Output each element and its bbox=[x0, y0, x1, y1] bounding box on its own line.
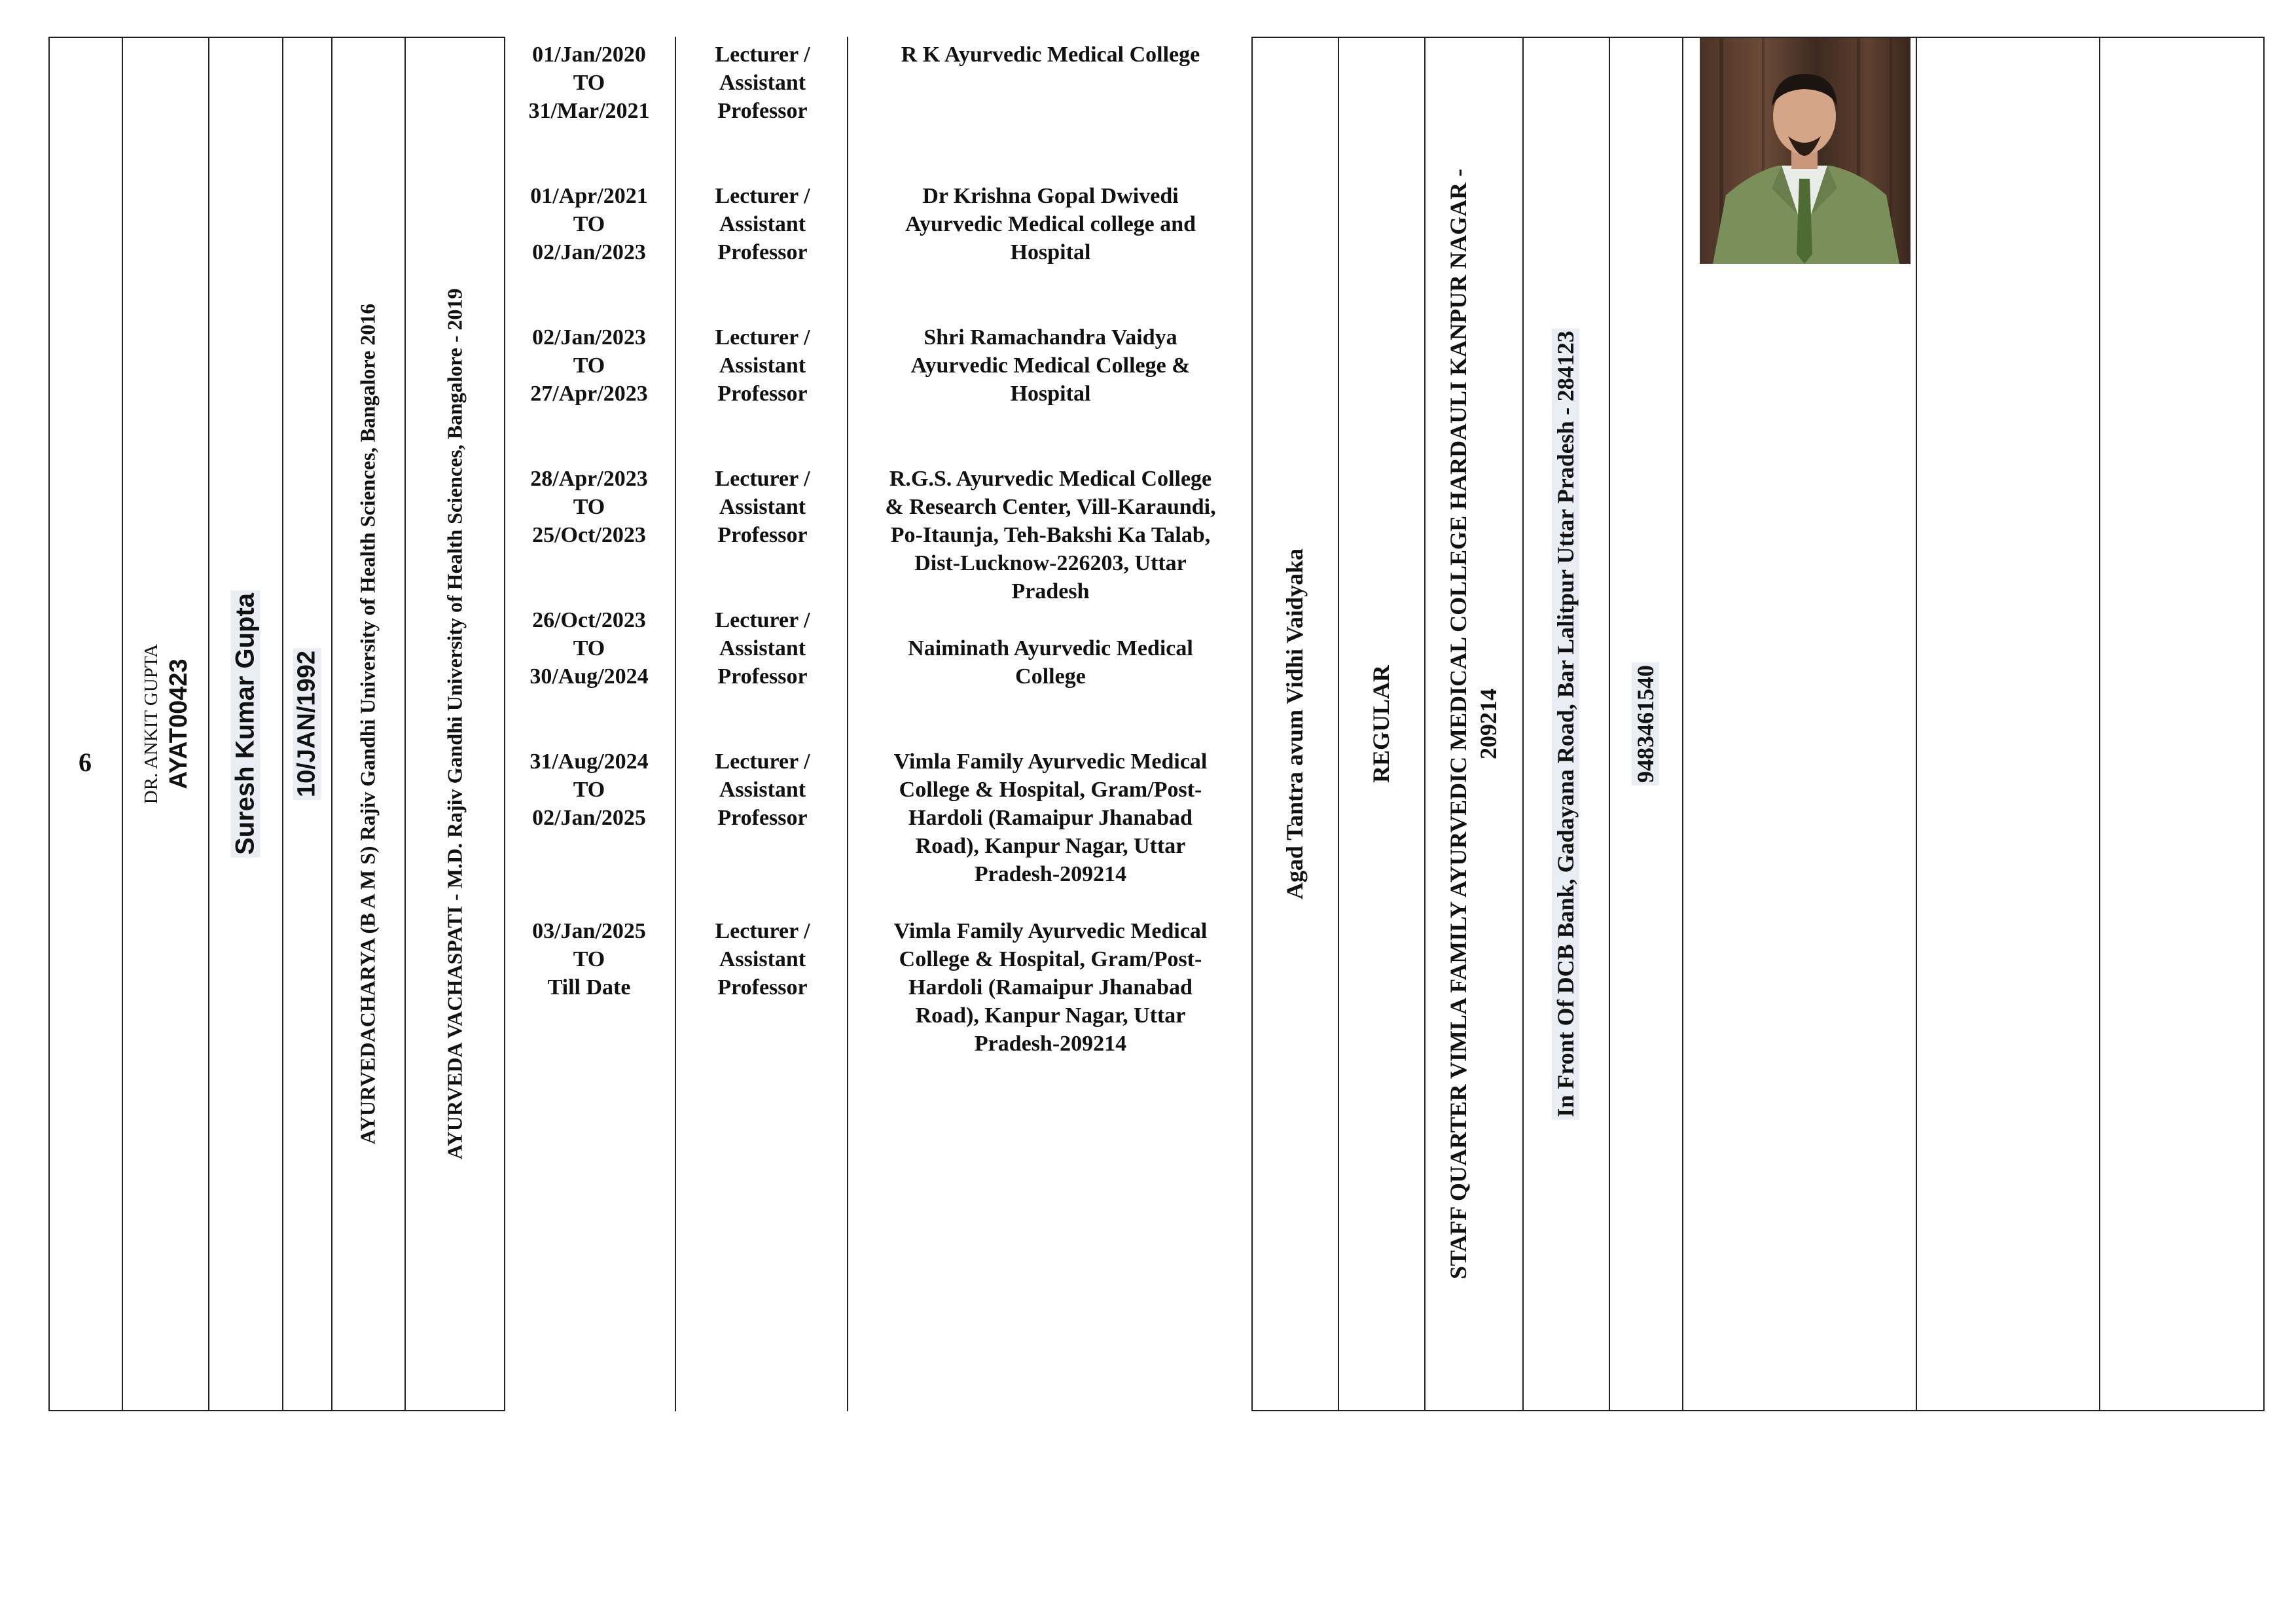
col-divider bbox=[1916, 37, 1917, 1411]
period-from: 01/Jan/2020 bbox=[532, 43, 646, 67]
permanent-address: In Front Of DCB Bank, Gadayana Road, Bar Lalitpur Uttar Pradesh - 284123 bbox=[1552, 328, 1579, 1119]
institution-line: R.G.S. Ayurvedic Medical College bbox=[889, 467, 1212, 491]
employment-period bbox=[497, 465, 681, 549]
designation-line: Professor bbox=[717, 975, 808, 1000]
institution-line: College bbox=[1015, 664, 1086, 689]
employment-period bbox=[497, 182, 681, 266]
designation bbox=[674, 465, 851, 549]
faculty-name: DR. ANKIT GUPTA bbox=[141, 643, 162, 804]
designation-line: Lecturer / bbox=[715, 184, 810, 208]
faculty-photo bbox=[1700, 38, 1910, 264]
institution-line: Road), Kanpur Nagar, Uttar bbox=[915, 1003, 1186, 1028]
col-divider bbox=[1682, 37, 1683, 1411]
institution-line: Hospital bbox=[1010, 240, 1091, 264]
designation bbox=[674, 323, 851, 408]
institution-line: & Research Center, Vill-Karaundi, bbox=[885, 495, 1216, 519]
period-to-word: TO bbox=[573, 495, 605, 519]
designation-line: Professor bbox=[717, 523, 808, 547]
pg-qualification: AYURVEDA VACHASPATI - M.D. Rajiv Gandhi University of Health Sciences, Bangalore - 2019 bbox=[442, 288, 467, 1160]
institution-line: Ayurvedic Medical College & bbox=[910, 353, 1191, 378]
faculty-photo-image bbox=[1700, 38, 1910, 264]
period-to: 02/Jan/2025 bbox=[532, 806, 646, 830]
institution-line: College & Hospital, Gram/Post- bbox=[899, 778, 1202, 802]
permanent-address-cell bbox=[1522, 37, 1609, 1411]
period-from: 01/Apr/2021 bbox=[530, 184, 648, 208]
designation-line: Professor bbox=[717, 664, 808, 689]
institution bbox=[857, 41, 1244, 69]
designation-line: Assistant bbox=[719, 353, 806, 378]
appointment-type-cell bbox=[1338, 37, 1424, 1411]
designation-line: Lecturer / bbox=[715, 608, 810, 632]
institution-line: R K Ayurvedic Medical College bbox=[901, 43, 1200, 67]
designation-line: Professor bbox=[717, 240, 808, 264]
designation-line: Lecturer / bbox=[715, 43, 810, 67]
institution-line: Naiminath Ayurvedic Medical bbox=[908, 636, 1193, 660]
designation-line: Lecturer / bbox=[715, 749, 810, 774]
col-divider bbox=[2099, 37, 2100, 1411]
period-to-word: TO bbox=[573, 947, 605, 971]
designation bbox=[674, 41, 851, 125]
institution-line: Hardoli (Ramaipur Jhanabad bbox=[908, 806, 1193, 830]
designation bbox=[674, 748, 851, 832]
institution bbox=[857, 323, 1244, 408]
employment-period bbox=[497, 323, 681, 408]
institution bbox=[857, 465, 1244, 605]
institution-line: Ayurvedic Medical college and bbox=[905, 212, 1196, 236]
serial-cell bbox=[48, 37, 122, 1411]
designation-line: Lecturer / bbox=[715, 919, 810, 943]
designation-line: Assistant bbox=[719, 778, 806, 802]
designation-line: Assistant bbox=[719, 212, 806, 236]
residential-address bbox=[1443, 169, 1503, 1279]
ug-qualification-cell bbox=[331, 37, 404, 1411]
period-to: 02/Jan/2023 bbox=[532, 240, 646, 264]
institution-line: Vimla Family Ayurvedic Medical bbox=[893, 749, 1208, 774]
department: Agad Tantra avum Vidhi Vaidyaka bbox=[1282, 548, 1308, 900]
name-block bbox=[137, 644, 192, 804]
serial-number: 6 bbox=[79, 748, 92, 777]
period-to-word: TO bbox=[573, 71, 605, 95]
designation bbox=[674, 182, 851, 266]
designation-line: Lecturer / bbox=[715, 467, 810, 491]
period-to: 27/Apr/2023 bbox=[530, 382, 648, 406]
institution-line: Dist-Lucknow-226203, Uttar bbox=[914, 551, 1187, 575]
address-line: STAFF QUARTER VIMLA FAMILY AYURVEDIC MEDICAL COLLEGE HARDAULI KANPUR NAGAR - bbox=[1445, 168, 1471, 1280]
ug-qualification: AYURVEDACHARYA (B A M S) Rajiv Gandhi University of Health Sciences, Bangalore 2016 bbox=[355, 303, 380, 1145]
period-to: Till Date bbox=[547, 975, 631, 1000]
father-name: Suresh Kumar Gupta bbox=[230, 590, 260, 857]
institution-line: College & Hospital, Gram/Post- bbox=[899, 947, 1202, 971]
period-to: 25/Oct/2023 bbox=[532, 523, 646, 547]
pg-qualification-cell bbox=[404, 37, 505, 1411]
address-line: 209214 bbox=[1475, 689, 1501, 760]
period-to-word: TO bbox=[573, 353, 605, 378]
institution-line: Shri Ramachandra Vaidya bbox=[924, 325, 1177, 350]
faculty-code: AYAT00423 bbox=[165, 659, 192, 789]
institution bbox=[857, 606, 1244, 691]
designation-line: Professor bbox=[717, 382, 808, 406]
institution-line: Po-Itaunja, Teh-Bakshi Ka Talab, bbox=[890, 523, 1211, 547]
designation-line: Professor bbox=[717, 99, 808, 123]
residential-address-cell bbox=[1424, 37, 1522, 1411]
employment-period bbox=[497, 748, 681, 832]
employment-period bbox=[497, 917, 681, 1001]
institution-line: Pradesh-209214 bbox=[974, 1032, 1127, 1056]
designation-line: Lecturer / bbox=[715, 325, 810, 350]
designation-line: Professor bbox=[717, 806, 808, 830]
institution-line bbox=[857, 606, 1244, 634]
dob-cell bbox=[282, 37, 331, 1411]
institution-line: Road), Kanpur Nagar, Uttar bbox=[915, 834, 1186, 858]
appointment-type: REGULAR bbox=[1368, 664, 1394, 784]
period-from: 31/Aug/2024 bbox=[529, 749, 649, 774]
designation-line: Assistant bbox=[719, 71, 806, 95]
date-of-birth: 10/JAN/1992 bbox=[293, 648, 321, 800]
department-cell bbox=[1251, 37, 1338, 1411]
institution-line: Vimla Family Ayurvedic Medical bbox=[893, 919, 1208, 943]
period-from: 02/Jan/2023 bbox=[532, 325, 646, 350]
institution-line: Pradesh bbox=[1011, 579, 1090, 604]
institution-line: Pradesh-209214 bbox=[974, 862, 1127, 886]
period-from: 28/Apr/2023 bbox=[530, 467, 648, 491]
period-to: 30/Aug/2024 bbox=[529, 664, 649, 689]
period-to-word: TO bbox=[573, 212, 605, 236]
employment-period bbox=[497, 41, 681, 125]
period-from: 03/Jan/2025 bbox=[532, 919, 646, 943]
designation-line: Assistant bbox=[719, 636, 806, 660]
institution-line: Hardoli (Ramaipur Jhanabad bbox=[908, 975, 1193, 1000]
designation bbox=[674, 917, 851, 1001]
period-to-word: TO bbox=[573, 636, 605, 660]
designation-line: Assistant bbox=[719, 495, 806, 519]
institution bbox=[857, 748, 1244, 888]
designation bbox=[674, 606, 851, 691]
designation-line: Assistant bbox=[719, 947, 806, 971]
period-to: 31/Mar/2021 bbox=[528, 99, 650, 123]
institution bbox=[857, 182, 1244, 266]
mobile-number: 9483461540 bbox=[1632, 662, 1659, 785]
institution-line: Dr Krishna Gopal Dwivedi bbox=[922, 184, 1179, 208]
mobile-cell bbox=[1609, 37, 1682, 1411]
name-cell bbox=[122, 37, 208, 1411]
period-from: 26/Oct/2023 bbox=[532, 608, 646, 632]
institution bbox=[857, 917, 1244, 1058]
employment-period bbox=[497, 606, 681, 691]
father-name-cell bbox=[208, 37, 282, 1411]
institution-line: Hospital bbox=[1010, 382, 1091, 406]
period-to-word: TO bbox=[573, 778, 605, 802]
